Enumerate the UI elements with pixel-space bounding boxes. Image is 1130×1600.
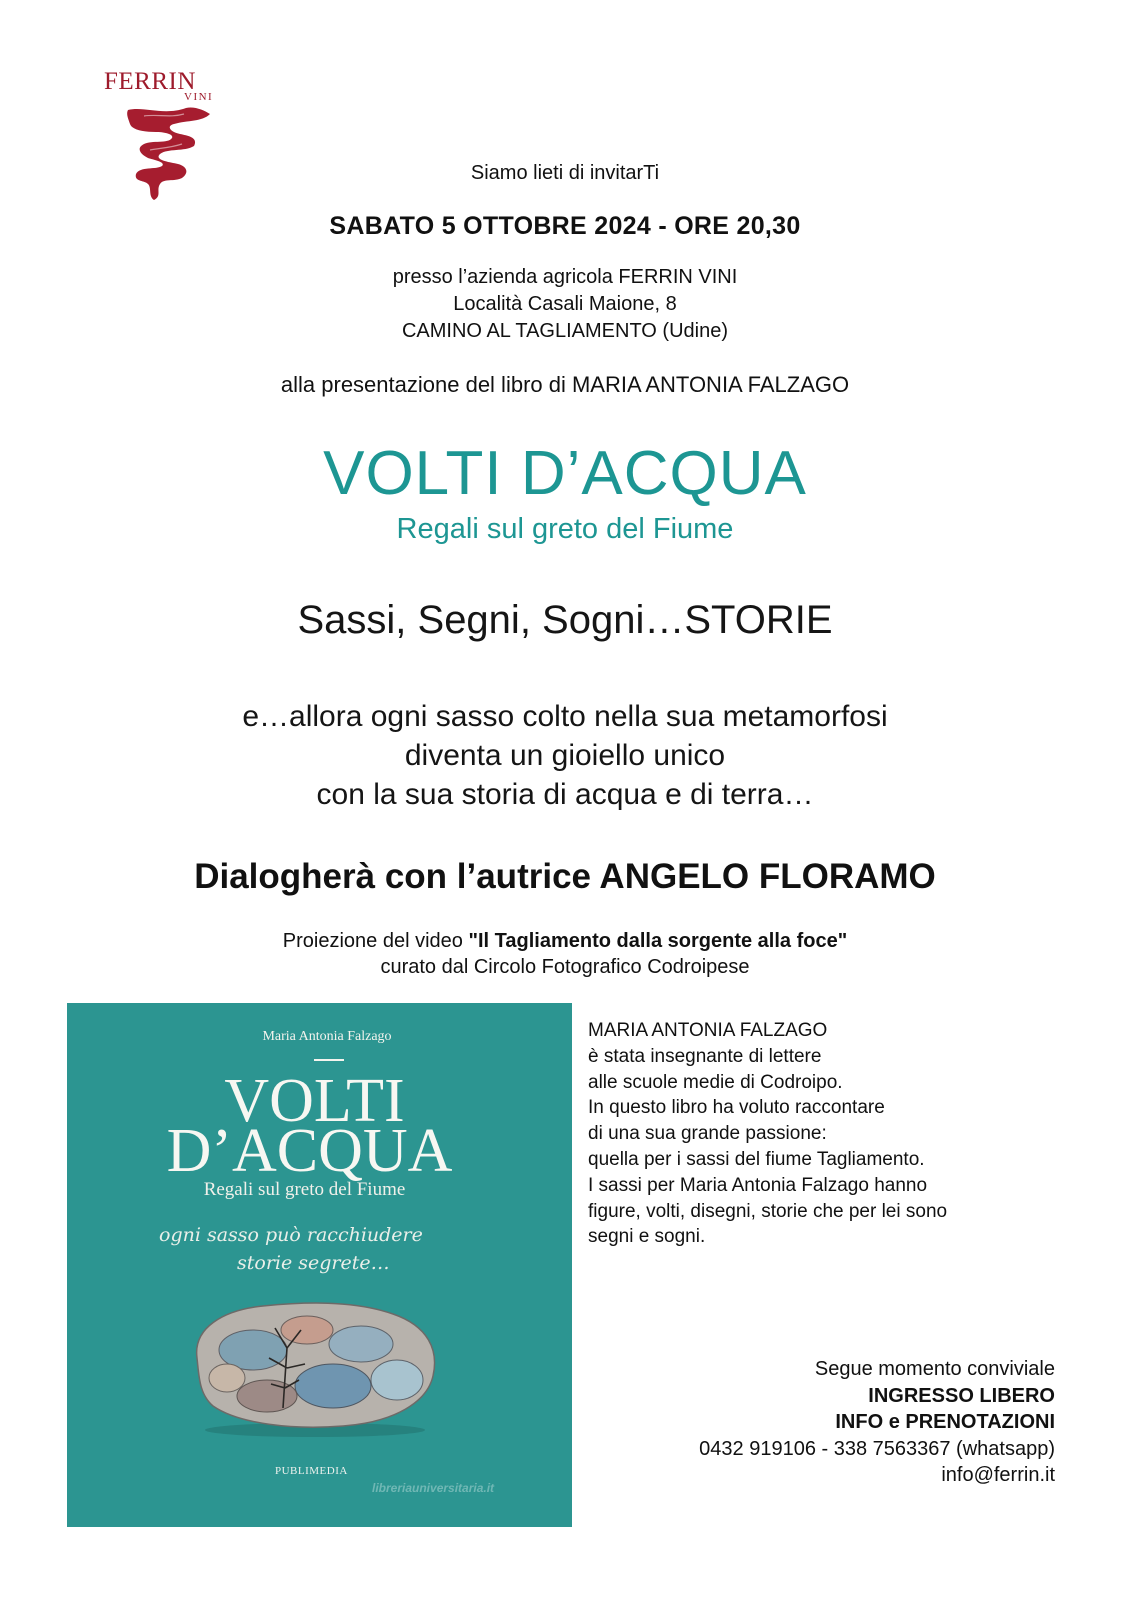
bio-line: quella per i sassi del fiume Tagliamento. bbox=[588, 1148, 925, 1170]
poem-line: e…allora ogni sasso colto nella sua metamorfosi bbox=[242, 700, 888, 733]
tagline: Sassi, Segni, Sogni…STORIE bbox=[297, 598, 833, 642]
logo-brand: FERRIN bbox=[104, 68, 196, 95]
cover-title-line2: D’ACQUA bbox=[166, 1117, 453, 1185]
bio-line: In questo libro ha voluto raccontare bbox=[588, 1097, 885, 1119]
cover-title-line1: VOLTI bbox=[224, 1067, 405, 1135]
bio-line: I sassi per Maria Antonia Falzago hanno bbox=[588, 1174, 928, 1196]
poem-line: con la sua storia di acqua e di terra… bbox=[316, 778, 814, 811]
presentation-line: alla presentazione del libro di MARIA ANTONIA FALZAGO bbox=[280, 372, 850, 397]
logo-mark-icon bbox=[124, 104, 214, 204]
venue-block bbox=[0, 264, 1130, 345]
book-title: VOLTI D’ACQUA bbox=[323, 439, 807, 508]
book-cover bbox=[67, 1003, 572, 1527]
bio-line: è stata insegnante di lettere bbox=[588, 1045, 822, 1067]
convivial-line: Segue momento conviviale bbox=[814, 1358, 1055, 1380]
video-title: "Il Tagliamento dalla sorgente alla foce" bbox=[468, 930, 848, 952]
poem-line: diventa un gioiello unico bbox=[404, 739, 726, 772]
invite-line: Siamo lieti di invitarTi bbox=[470, 162, 660, 184]
venue-line: Località Casali Maione, 8 bbox=[453, 293, 677, 315]
cover-publisher: PUBLIMEDIA bbox=[275, 1465, 348, 1477]
stone-illustration bbox=[183, 1288, 443, 1438]
poem-block bbox=[0, 697, 1130, 814]
cover-author: Maria Antonia Falzago bbox=[262, 1029, 392, 1044]
event-date: SABATO 5 OTTOBRE 2024 - ORE 20,30 bbox=[329, 212, 801, 240]
cover-store-watermark: libreriauniversitaria.it bbox=[372, 1481, 495, 1495]
bio-line: MARIA ANTONIA FALZAGO bbox=[588, 1020, 828, 1041]
book-subtitle: Regali sul greto del Fiume bbox=[396, 513, 734, 545]
entry-line: INGRESSO LIBERO bbox=[868, 1384, 1055, 1407]
video-line bbox=[0, 930, 1130, 953]
venue-line: presso l’azienda agricola FERRIN VINI bbox=[392, 266, 738, 288]
phone-line: 0432 919106 - 338 7563367 (whatsapp) bbox=[699, 1437, 1055, 1460]
logo-sub: VINI bbox=[184, 91, 214, 103]
cover-subtitle: Regali sul greto del Fiume bbox=[203, 1179, 406, 1200]
cover-divider bbox=[314, 1059, 344, 1061]
venue-line: CAMINO AL TAGLIAMENTO (Udine) bbox=[401, 320, 728, 342]
video-prefix: Proiezione del video bbox=[282, 930, 469, 952]
bio-line: figure, volti, disegni, storie che per lei sono bbox=[588, 1200, 948, 1222]
cover-script bbox=[159, 1221, 459, 1277]
info-block bbox=[699, 1356, 1055, 1489]
bio-line: alle scuole medie di Codroipo. bbox=[588, 1071, 843, 1093]
bio-line: segni e sogni. bbox=[588, 1226, 706, 1248]
cover-script-line: storie segrete… bbox=[237, 1252, 390, 1274]
email-line: info@ferrin.it bbox=[941, 1464, 1055, 1486]
author-bio bbox=[588, 1018, 947, 1250]
cover-script-line: ogni sasso può racchiudere bbox=[159, 1224, 423, 1246]
video-credit: curato dal Circolo Fotografico Codroipese bbox=[380, 956, 750, 978]
dialog-line: Dialogherà con l’autrice ANGELO FLORAMO bbox=[194, 857, 936, 896]
booking-line: INFO e PRENOTAZIONI bbox=[835, 1411, 1055, 1433]
bio-line: di una sua grande passione: bbox=[588, 1123, 827, 1145]
